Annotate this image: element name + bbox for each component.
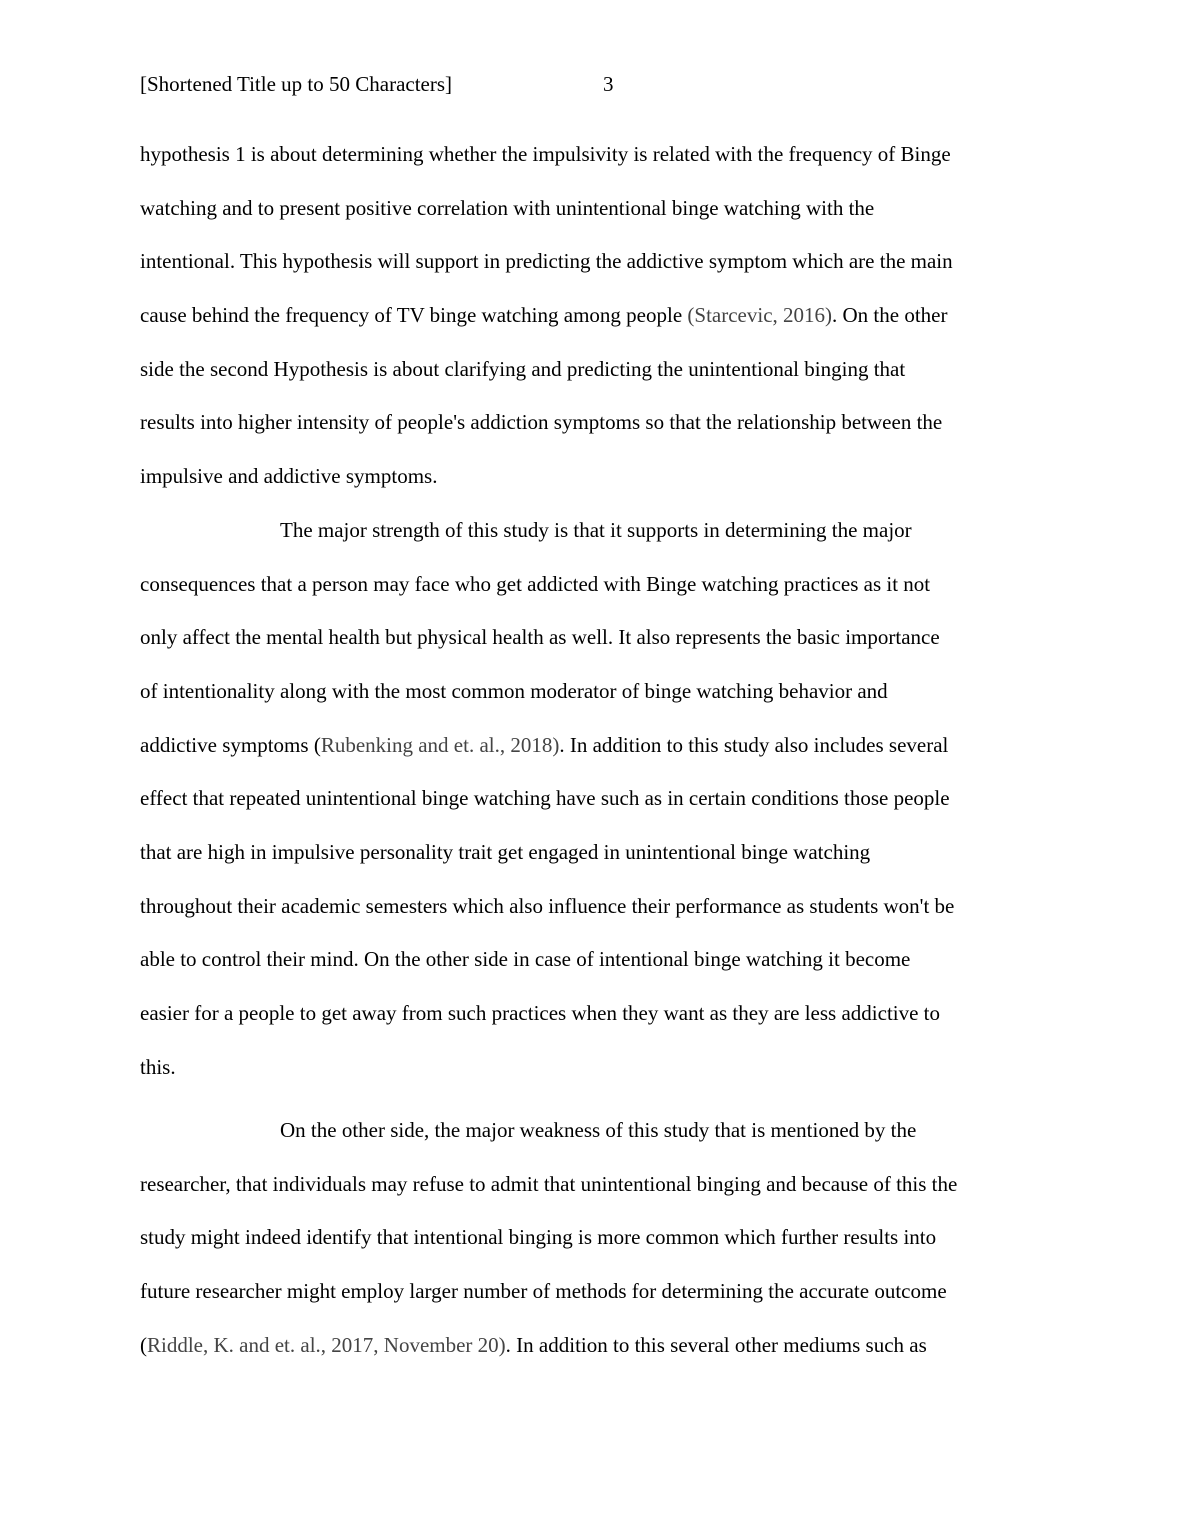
text-line	[140, 194, 1052, 248]
text-span: study might indeed identify that intentional binging is more common which further results into	[140, 1225, 937, 1250]
text-line	[140, 731, 1052, 785]
page-number: 3	[603, 72, 614, 96]
text-line	[140, 570, 1052, 624]
shortened-title: [Shortened Title up to 50 Characters]	[140, 72, 453, 96]
text-span: results into higher intensity of people's addiction symptoms so that the relationship between the	[140, 410, 943, 435]
text-span: The major strength of this study is that it supports in determining the major	[280, 517, 912, 542]
text-span: intentional. This hypothesis will support in predicting the addictive symptom which are the main	[140, 249, 953, 274]
text-span: effect that repeated unintentional binge watching have such as in certain conditions those people	[140, 786, 950, 811]
text-line	[140, 355, 1052, 409]
text-line	[140, 408, 1052, 462]
text-line	[140, 1277, 1052, 1331]
text-line	[140, 784, 1052, 838]
text-span: throughout their academic semesters which also influence their performance as students won't be	[140, 893, 955, 918]
text-span: . In addition to this several other mediums such as	[505, 1332, 927, 1357]
text-line	[140, 1116, 1052, 1170]
text-line	[140, 140, 1052, 194]
text-line	[140, 999, 1052, 1053]
text-span: future researcher might employ larger number of methods for determining the accurate outcome	[140, 1278, 947, 1303]
paragraph-weakness	[140, 1116, 1052, 1384]
citation: Rubenking and et. al., 2018)	[320, 732, 560, 757]
text-span: addictive symptoms (	[140, 732, 321, 757]
text-span: (	[140, 1332, 147, 1357]
text-span: that are high in impulsive personality trait get engaged in unintentional binge watching	[140, 839, 871, 864]
text-span: easier for a people to get away from such practices when they want as they are less addictive to	[140, 1001, 941, 1025]
body-text	[140, 140, 1052, 1384]
text-line	[140, 945, 1052, 999]
text-line	[140, 1331, 1052, 1385]
text-span: On the other side, the major weakness of this study that is mentioned by the	[280, 1117, 917, 1142]
text-span: . In addition to this study also includes several	[559, 732, 949, 757]
text-span: watching and to present positive correlation with unintentional binge watching with the	[140, 195, 875, 220]
citation: Riddle, K. and et. al., 2017, November 20)	[147, 1332, 506, 1357]
text-line	[140, 1223, 1052, 1277]
text-line	[140, 1053, 1052, 1107]
running-head	[140, 70, 614, 98]
text-line	[140, 301, 1052, 355]
text-line	[140, 892, 1052, 946]
paragraph-gap	[140, 1106, 1052, 1116]
text-span: able to control their mind. On the other side in case of intentional binge watching it become	[140, 947, 911, 972]
text-span: impulsive and addictive symptoms.	[140, 464, 438, 489]
text-span: cause behind the frequency of TV binge watching among people	[140, 303, 688, 328]
text-line	[140, 462, 1052, 516]
paragraph-strength	[140, 516, 1052, 1107]
text-span: this.	[140, 1054, 176, 1079]
text-span: hypothesis 1 is about determining whether the impulsivity is related with the frequency of Binge	[140, 142, 951, 166]
text-line	[140, 677, 1052, 731]
text-line	[140, 623, 1052, 677]
text-span: of intentionality along with the most common moderator of binge watching behavior and	[140, 678, 888, 703]
text-line	[140, 247, 1052, 301]
text-span: consequences that a person may face who get addicted with Binge watching practices as it not	[140, 571, 931, 596]
text-line	[140, 838, 1052, 892]
citation: (Starcevic, 2016)	[687, 303, 833, 328]
text-span: . On the other	[832, 303, 948, 328]
text-line	[140, 1170, 1052, 1224]
text-span: researcher, that individuals may refuse to admit that unintentional binging and because of this the	[140, 1171, 958, 1196]
paragraph-hypotheses	[140, 140, 1052, 516]
text-span: side the second Hypothesis is about clarifying and predicting the unintentional binging that	[140, 356, 906, 381]
text-span: only affect the mental health but physical health as well. It also represents the basic importance	[140, 625, 940, 650]
text-line	[140, 516, 1052, 570]
